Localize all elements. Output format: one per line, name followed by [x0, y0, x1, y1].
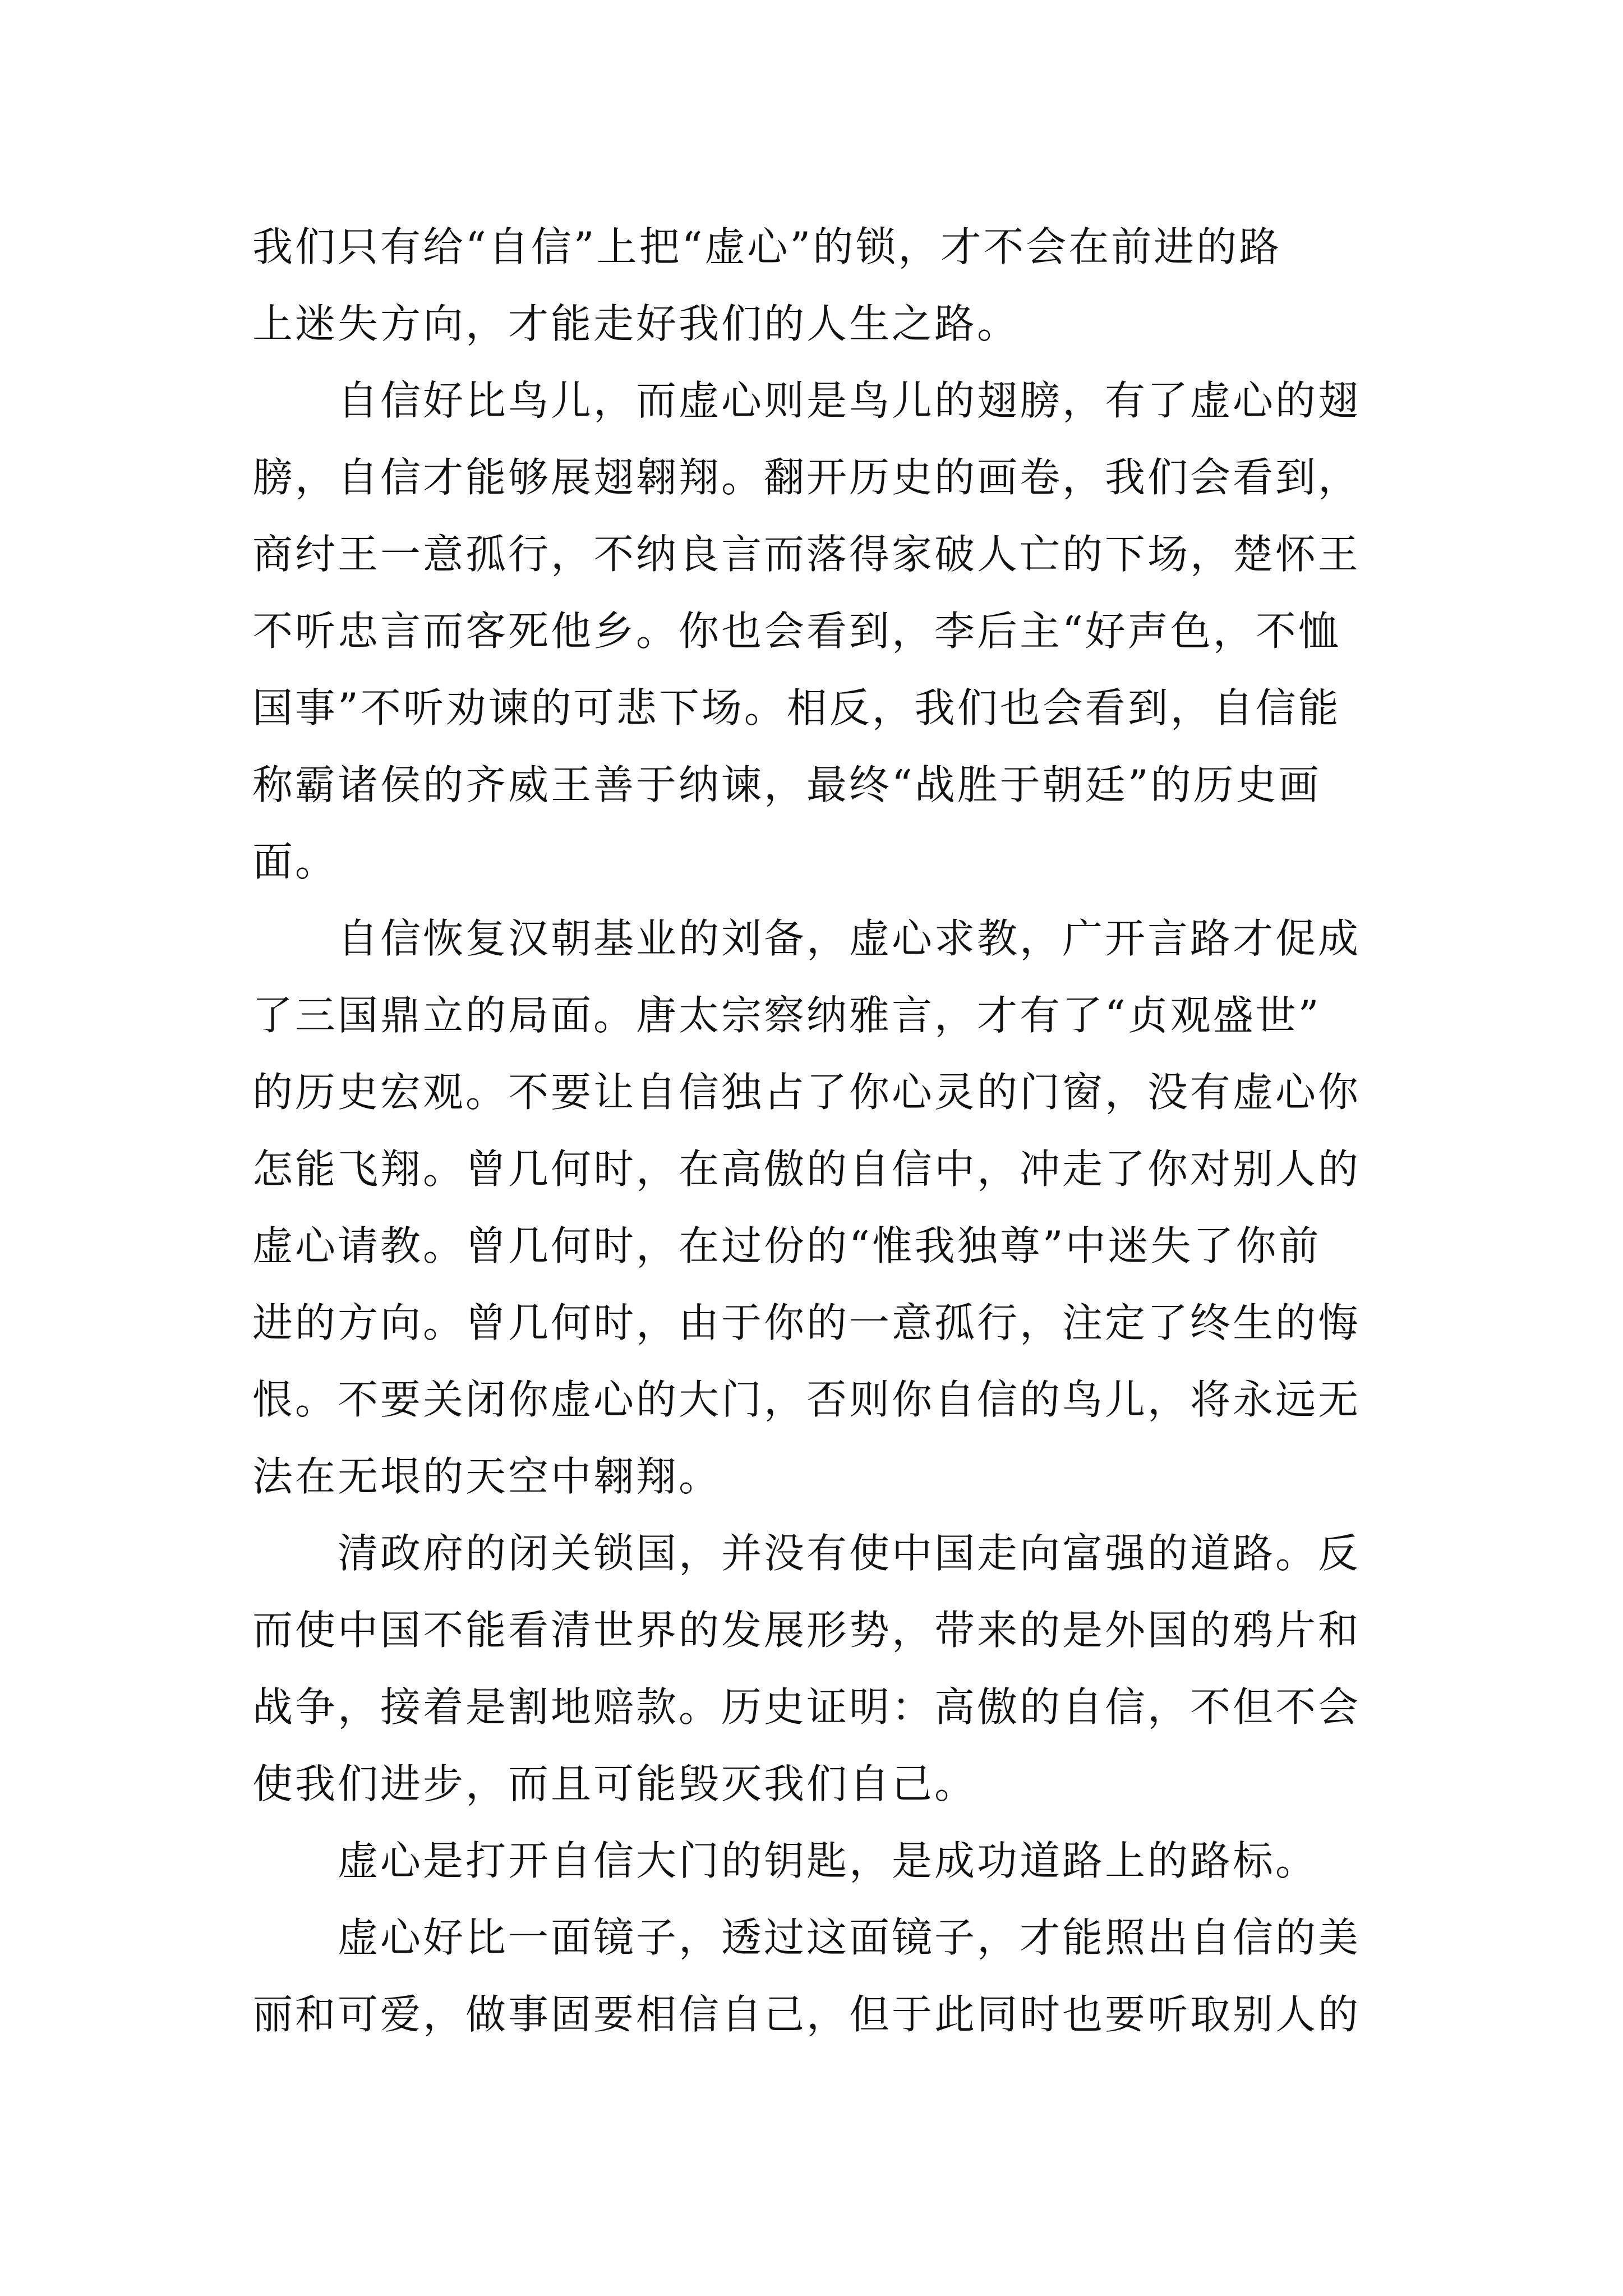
- text-line: 虚心是打开自信大门的钥匙，是成功道路上的路标。: [338, 1837, 1318, 1884]
- text-line: 恨。不要关闭你虚心的大门，否则你自信的鸟儿，将永远无: [252, 1376, 1361, 1423]
- text-line: 上迷失方向，才能走好我们的人生之路。: [252, 300, 1020, 347]
- text-line: 面。: [252, 838, 338, 885]
- text-line: 丽和可爱，做事固要相信自己，但于此同时也要听取别人的: [252, 1991, 1361, 2038]
- text-line: 的历史宏观。不要让自信独占了你心灵的门窗，没有虚心你: [252, 1069, 1361, 1116]
- text-line: 虚心好比一面镜子，透过这面镜子，才能照出自信的美: [338, 1914, 1361, 1961]
- text-line: 自信好比鸟儿，而虚心则是鸟儿的翅膀，有了虚心的翅: [338, 377, 1361, 424]
- text-line: 称霸诸侯的齐威王善于纳谏，最终“战胜于朝廷”的历史画: [252, 761, 1321, 808]
- text-line: 法在无垠的天空中翱翔。: [252, 1453, 722, 1500]
- text-line: 不听忠言而客死他乡。你也会看到，李后主“好声色，不恤: [252, 608, 1341, 655]
- text-line: 了三国鼎立的局面。唐太宗察纳雅言，才有了“贞观盛世”: [252, 992, 1321, 1039]
- text-line: 国事”不听劝谏的可悲下场。相反，我们也会看到，自信能: [252, 684, 1341, 731]
- text-line: 膀，自信才能够展翅翱翔。翻开历史的画卷，我们会看到，: [252, 454, 1361, 501]
- text-line: 怎能飞翔。曾几何时，在高傲的自信中，冲走了你对别人的: [252, 1145, 1361, 1193]
- text-line: 战争，接着是割地赔款。历史证明：高傲的自信，不但不会: [252, 1683, 1361, 1731]
- text-line: 清政府的闭关锁国，并没有使中国走向富强的道路。反: [338, 1530, 1361, 1577]
- text-line: 虚心请教。曾几何时，在过份的“惟我独尊”中迷失了你前: [252, 1222, 1321, 1269]
- text-line: 我们只有给“自信”上把“虚心”的锁，才不会在前进的路: [252, 223, 1282, 270]
- text-line: 使我们进步，而且可能毁灭我们自己。: [252, 1760, 978, 1807]
- text-line: 而使中国不能看清世界的发展形势，带来的是外国的鸦片和: [252, 1607, 1361, 1654]
- document-body: [252, 209, 1391, 2053]
- text-line: 进的方向。曾几何时，由于你的一意孤行，注定了终生的悔: [252, 1299, 1361, 1346]
- text-line: 商纣王一意孤行，不纳良言而落得家破人亡的下场，楚怀王: [252, 531, 1361, 578]
- text-line: 自信恢复汉朝基业的刘备，虚心求教，广开言路才促成: [338, 915, 1361, 962]
